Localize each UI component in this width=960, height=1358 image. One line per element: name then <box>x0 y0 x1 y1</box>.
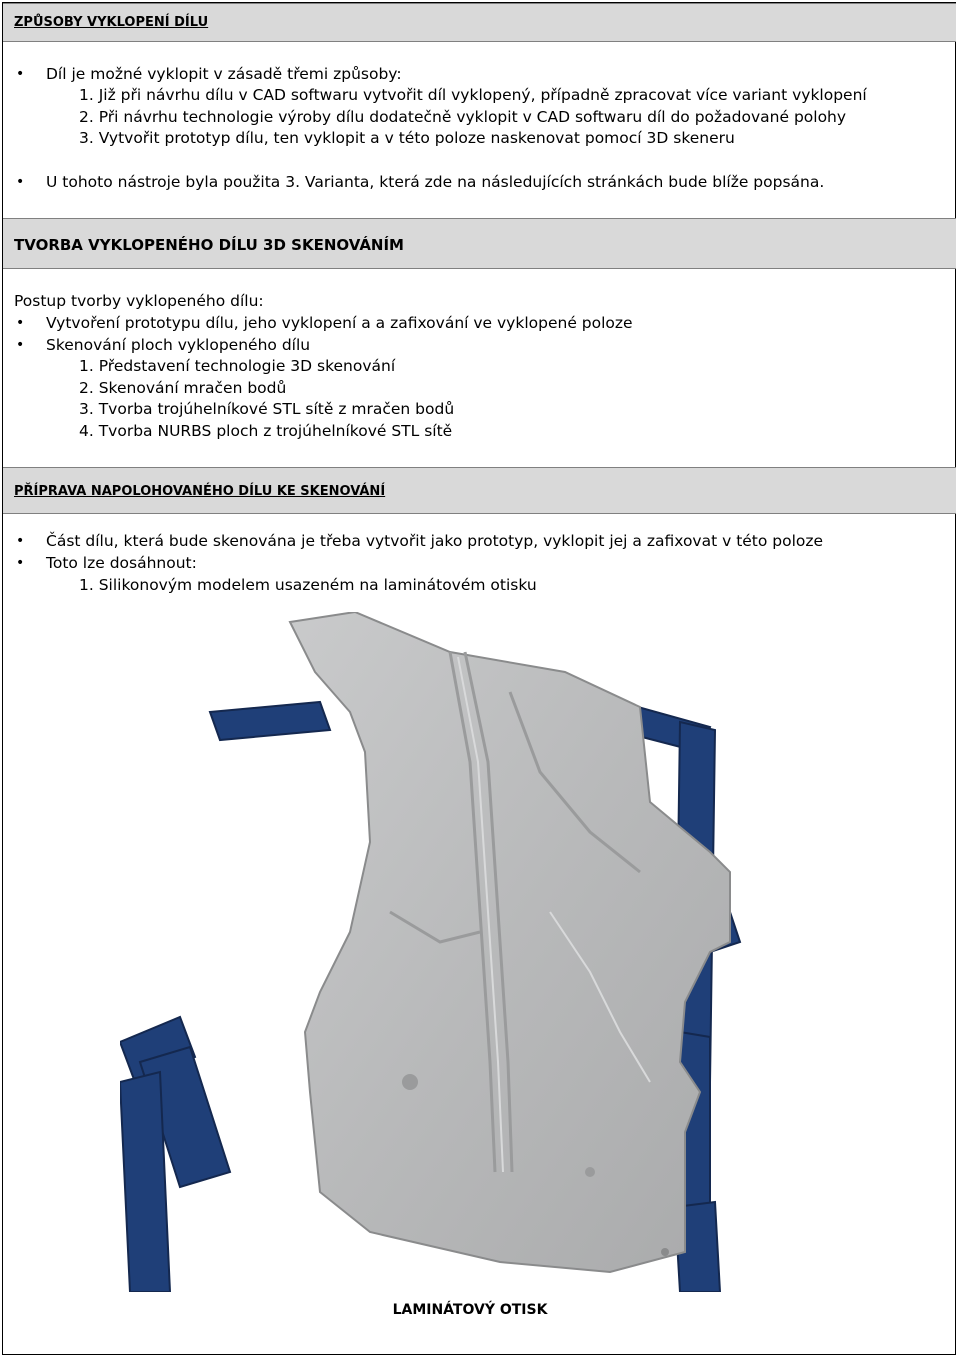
bullet-icon: • <box>16 555 25 571</box>
bullet-icon: • <box>16 174 25 190</box>
list-item: U tohoto nástroje byla použita 3. Varianta, která zde na následujících stránkách bude blíže popsána. <box>46 173 825 191</box>
laminate-mould-photo <box>120 612 840 1292</box>
paragraph: Postup tvorby vyklopeného dílu: <box>14 292 264 310</box>
list-item: 3. Vytvořit prototyp dílu, ten vyklopit a v této poloze naskenovat pomocí 3D skeneru <box>79 129 735 147</box>
list-item: 2. Při návrhu technologie výroby dílu dodatečně vyklopit v CAD softwaru díl do požadované polohy <box>79 108 847 126</box>
section-header-3 <box>3 467 956 514</box>
list-item: Toto lze dosáhnout: <box>46 554 197 572</box>
list-item: 2. Skenování mračen bodů <box>79 379 287 397</box>
bullet-icon: • <box>16 533 25 549</box>
bullet-icon: • <box>16 337 25 353</box>
section-title: PŘÍPRAVA NAPOLOHOVANÉHO DÍLU KE SKENOVÁNÍ <box>14 484 386 499</box>
list-item: Díl je možné vyklopit v zásadě třemi způsoby: <box>46 65 402 83</box>
photo-caption: LAMINÁTOVÝ OTISK <box>392 1302 548 1318</box>
bullet-icon: • <box>16 315 25 331</box>
section-header-1 <box>3 3 956 42</box>
section-title: TVORBA VYKLOPENÉHO DÍLU 3D SKENOVÁNÍM <box>14 236 404 254</box>
list-item: 1. Již při návrhu dílu v CAD softwaru vytvořit díl vyklopený, případně zpracovat více variant vyklopení <box>79 86 867 104</box>
list-item: 4. Tvorba NURBS ploch z trojúhelníkové STL sítě <box>79 422 453 440</box>
list-item: 1. Silikonovým modelem usazeném na laminátovém otisku <box>79 576 537 594</box>
list-item: Skenování ploch vyklopeného dílu <box>46 336 311 354</box>
list-item: Část dílu, která bude skenována je třeba vytvořit jako prototyp, vyklopit jej a zafixovat v této poloze <box>46 532 824 550</box>
section-title: ZPŮSOBY VYKLOPENÍ DÍLU <box>14 15 209 30</box>
list-item: Vytvoření prototypu dílu, jeho vyklopení a a zafixování ve vyklopené poloze <box>46 314 633 332</box>
list-item: 3. Tvorba trojúhelníkové STL sítě z mračen bodů <box>79 400 455 418</box>
bullet-icon: • <box>16 66 25 82</box>
section-header-2 <box>3 218 956 269</box>
list-item: 1. Představení technologie 3D skenování <box>79 357 396 375</box>
